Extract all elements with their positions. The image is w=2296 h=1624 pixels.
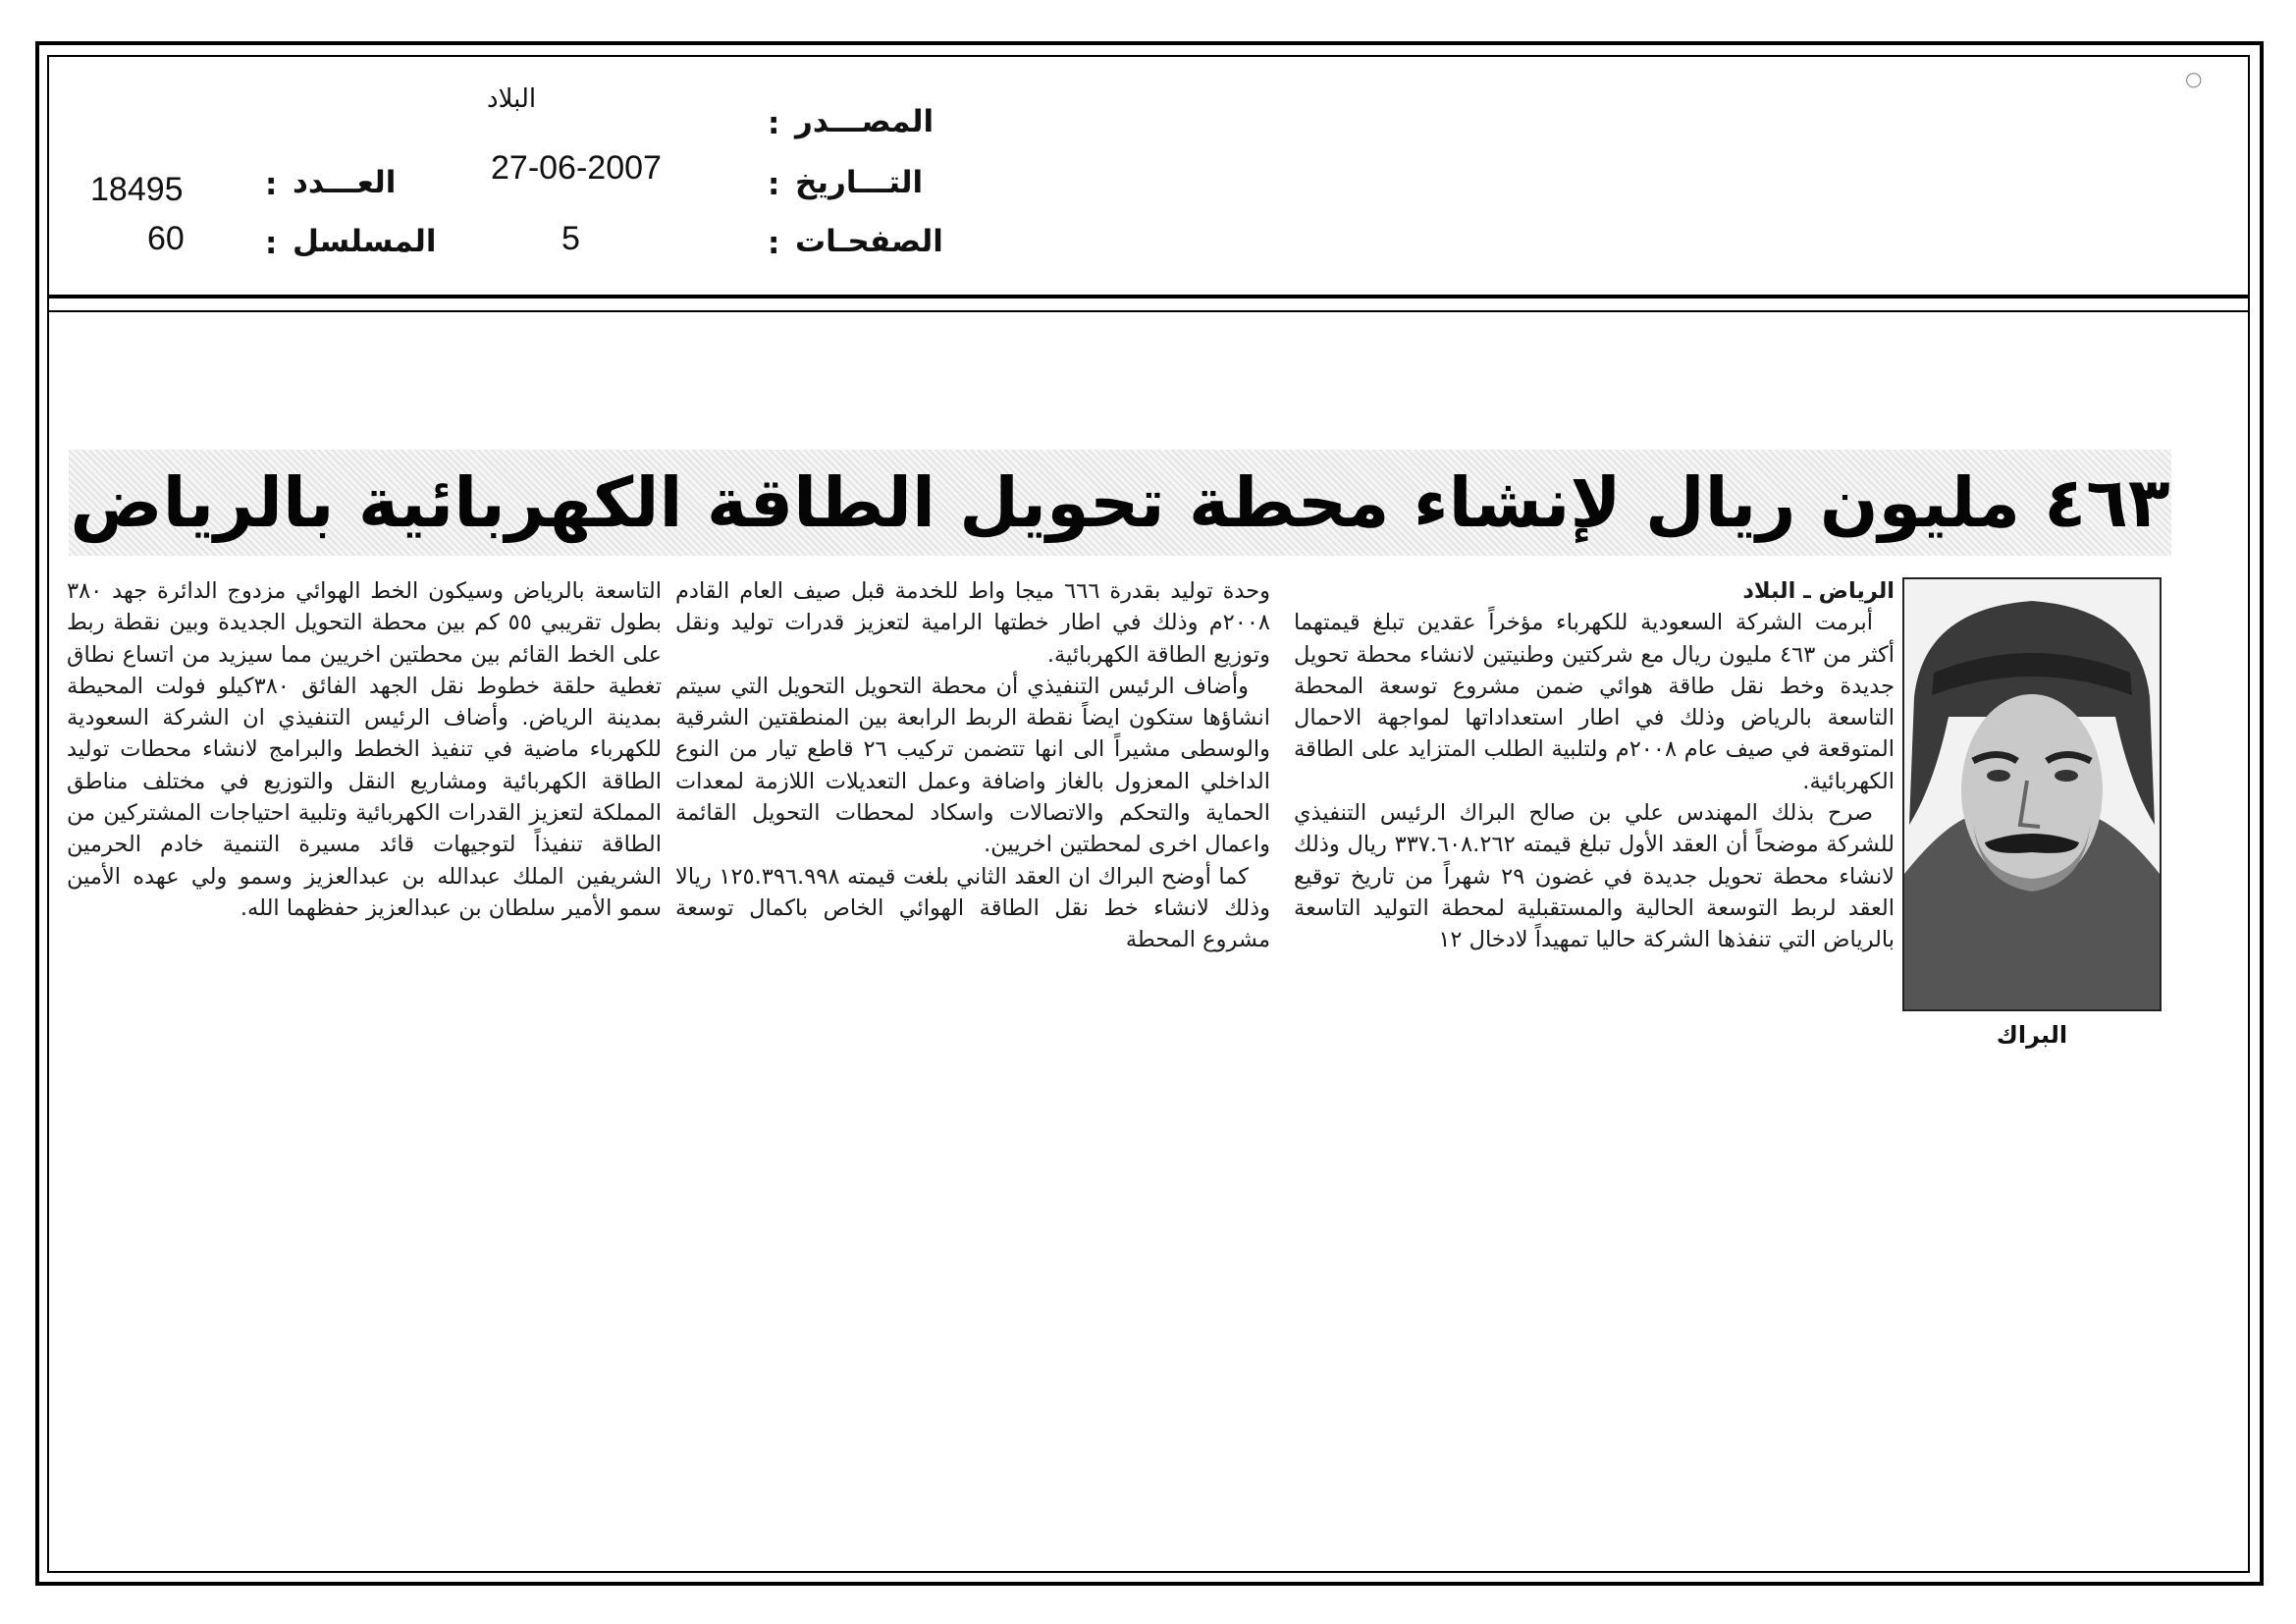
column-2-paragraph: كما أوضح البراك ان العقد الثاني بلغت قيمته ١٢٥.٣٩٦.٩٩٨ ريالا وذلك لانشاء خط نقل الطاقة الهوائي الخاص باكمال توسعة مشروع المحطة: [675, 863, 1270, 953]
date-value: 27-06-2007: [491, 149, 662, 187]
header-rule-thin: [47, 310, 2250, 312]
column-3-paragraph: التاسعة بالرياض وسيكون الخط الهوائي مزدوج الدائرة جهد ٣٨٠ بطول تقريبي ٥٥ كم بين محطة التحويل الجديدة وبين نقطة ربط على الخط القائم بين محطتين اخريين مما سيزيد من اتساع نطاق تغطية حلقة خطوط نقل الجهد الفائق ٣٨٠كيلو فولت المحيطة بمدينة الرياض. وأضاف الرئيس التنفيذي ان الشركة السعودية للكهرباء ماضية في تنفيذ الخطط والبرامج لانشاء محطات توليد الطاقة الكهربائية ومشاريع النقل والتوزيع في مختلف مناطق المملكة لتعزيز القدرات الكهربائية وتلبية احتياجات المشتركين من الطاقة تنفيذاً لتوجيهات قائد مسيرة التنمية خادم الحرمين الشريفين الملك عبدالله بن عبدالعزيز وسمو ولي عهده الأمين سمو الأمير سلطان بن عبدالعزيز حفظهما الله.: [67, 578, 663, 921]
issue-colon: :: [265, 167, 278, 202]
source-value: البلاد: [487, 84, 537, 114]
column-2-paragraph: وحدة توليد بقدرة ٦٦٦ ميجا واط للخدمة قبل صيف العام القادم ٢٠٠٨م وذلك في اطار خطتها الرامية لتعزيز قدرات توليد ونقل وتوزيع الطاقة الكهربائية.: [675, 578, 1271, 668]
byline: الرياض ـ البلاد: [1742, 578, 1895, 604]
article-column-2: [675, 575, 1270, 956]
column-1-paragraph: صرح بذلك المهندس علي بن صالح البراك الرئيس التنفيذي للشركة موضحاً أن العقد الأول تبلغ قيمته ٣٣٧.٦٠٨.٢٦٢ ريال وذلك لانشاء محطة تحويل جديدة في غضون ٢٩ شهراً من تاريخ توقيع العقد لربط التوسعة الحالية والمستقبلية لمحطة التوليد التاسعة بالرياض التي تنفذها الشركة حاليا تمهيداً لادخال ١٢: [1294, 800, 1895, 953]
issue-label: العـــدد: [293, 165, 397, 200]
issue-value: 18495: [90, 171, 184, 208]
header-rule: [47, 295, 2250, 298]
source-label: المصـــدر: [795, 104, 934, 139]
column-2-paragraph: وأضاف الرئيس التنفيذي أن محطة التحويل التحويل التي سيتم انشاؤها ستكون ايضاً نقطة الربط الرابعة بين المنطقتين الشرقية والوسطى مشيراً الى انها تتضمن تركيب ٢٦ قاطع تيار من النوع الداخلي المعزول بالغاز واضافة وعمل التعديلات اللازمة لمعدات الحماية والتحكم والاتصالات واسكاد لمحطات التحويل القائمة واعمال اخرى لمحطتين اخريين.: [675, 673, 1270, 858]
photo-caption: البراك: [1996, 1021, 2068, 1049]
pages-colon: :: [768, 226, 780, 261]
serial-value: 60: [147, 220, 185, 257]
corner-mark: ○: [2185, 67, 2203, 90]
author-photo: [1902, 577, 2162, 1011]
column-1-paragraph: أبرمت الشركة السعودية للكهرباء مؤخراً عقدين تبلغ قيمتهما أكثر من ٤٦٣ مليون ريال مع شركتين وطنيتين لانشاء محطة تحويل جديدة وخط نقل طاقة هوائي ضمن مشروع توسعة المحطة التاسعة بالرياض وذلك في اطار استعداداتها لمواجهة الاحمال المتوقعة في صيف عام ٢٠٠٨م ولتلبية الطلب المتزايد على الطاقة الكهربائية.: [1294, 610, 1895, 794]
article-column-3: [67, 575, 662, 924]
headline: ٤٦٣ مليون ريال لإنشاء محطة تحويل الطاقة الكهربائية بالرياض: [70, 462, 2170, 543]
date-colon: :: [768, 167, 780, 202]
pages-label: الصفحـات: [795, 224, 943, 259]
pages-value: 5: [561, 220, 580, 257]
date-label: التـــاريخ: [795, 165, 924, 200]
article-column-1: [1294, 575, 1895, 956]
portrait-image: [1904, 579, 2160, 1009]
source-colon: :: [768, 106, 780, 141]
serial-colon: :: [265, 226, 278, 261]
serial-label: المسلسل: [293, 224, 437, 259]
